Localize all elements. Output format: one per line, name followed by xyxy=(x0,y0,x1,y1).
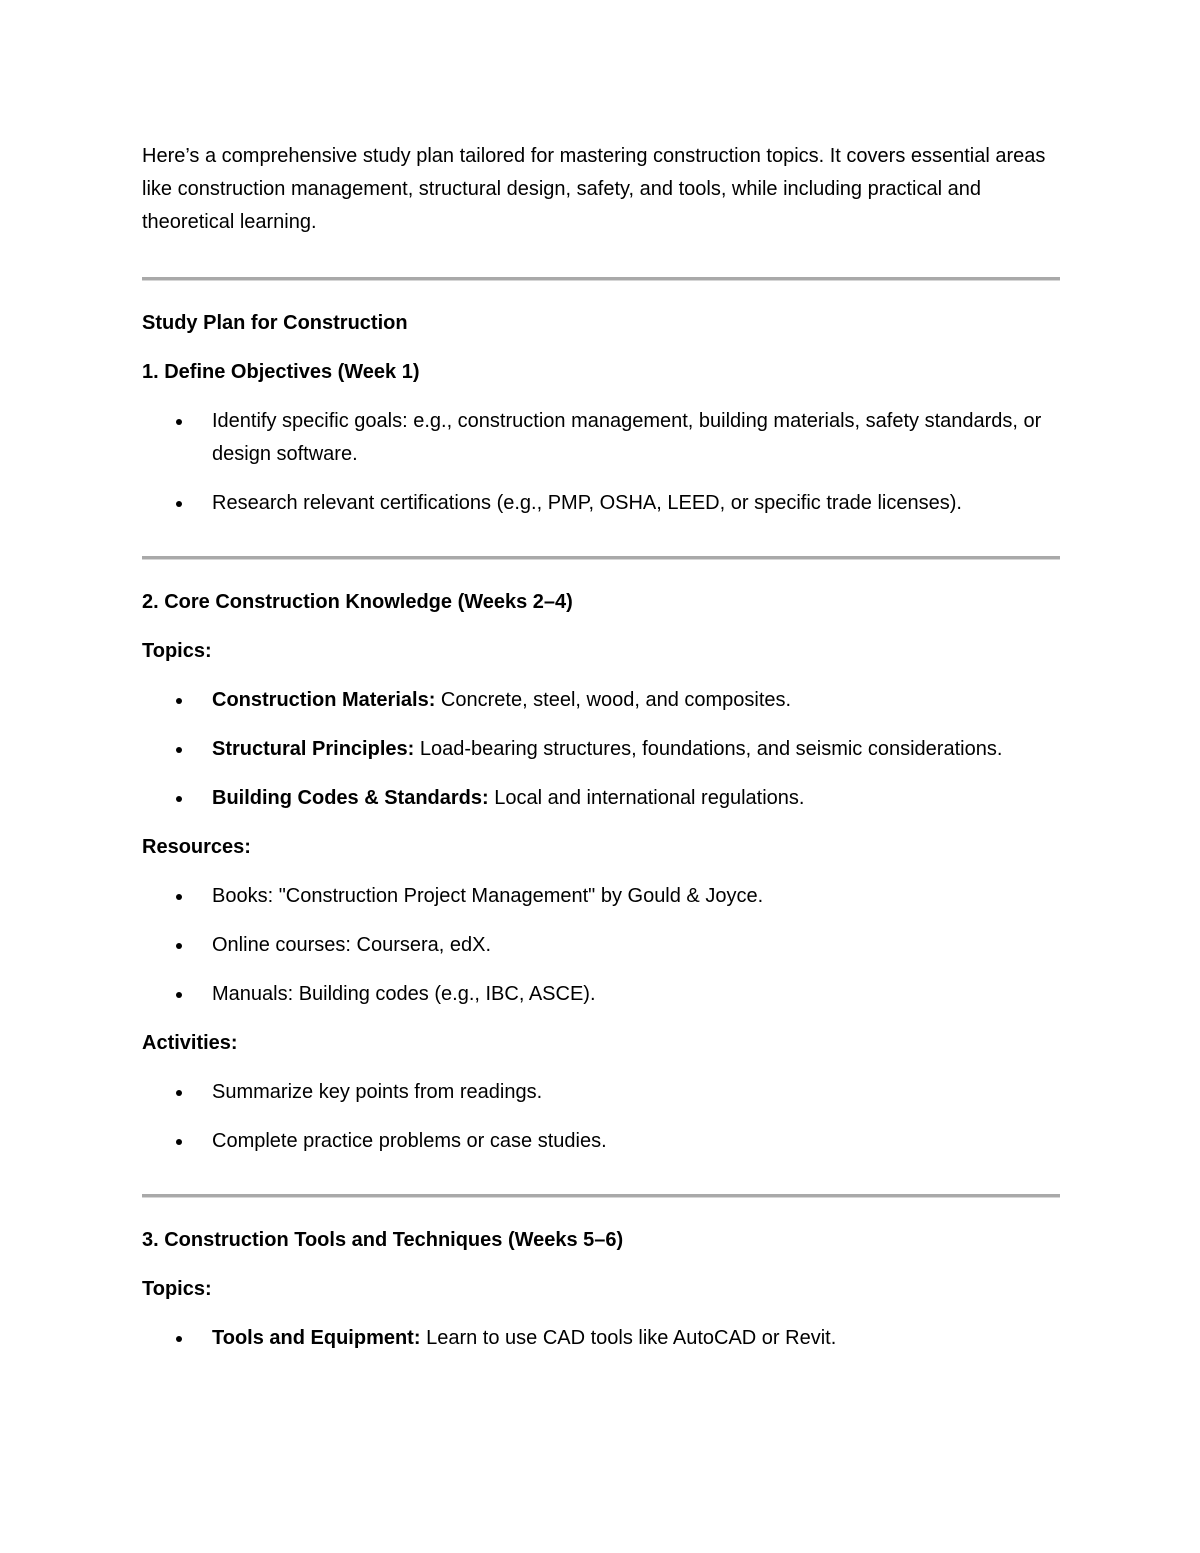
list-item xyxy=(142,978,1060,1011)
list-item-text: Books: "Construction Project Management" by Gould & Joyce. xyxy=(212,885,764,907)
topic-term: Building Codes & Standards: xyxy=(212,787,489,809)
bullet-icon xyxy=(176,1139,182,1145)
list-item xyxy=(142,487,1060,520)
list-item xyxy=(142,880,1060,913)
plan-title: Study Plan for Construction xyxy=(142,312,408,334)
topic-term: Structural Principles: xyxy=(212,738,415,760)
topic-text: Concrete, steel, wood, and composites. xyxy=(435,689,792,711)
list-item xyxy=(142,1125,1060,1158)
topics-label: Topics: xyxy=(142,640,212,662)
topic-text: Learn to use CAD tools like AutoCAD or Revit. xyxy=(420,1327,837,1349)
section-2-topics-list xyxy=(142,684,1060,815)
section-3-heading: 3. Construction Tools and Techniques (Weeks 5–6) xyxy=(142,1229,624,1251)
list-item xyxy=(142,1076,1060,1109)
list-item xyxy=(142,733,1060,766)
section-2-resources-list xyxy=(142,880,1060,1011)
list-item-text: Complete practice problems or case studies. xyxy=(212,1130,607,1152)
bullet-icon xyxy=(176,747,182,753)
bullet-icon xyxy=(176,419,182,425)
bullet-icon xyxy=(176,501,182,507)
topic-text: Load-bearing structures, foundations, and seismic considerations. xyxy=(414,738,1003,760)
topic-term: Tools and Equipment: xyxy=(212,1327,421,1349)
bullet-icon xyxy=(176,943,182,949)
bullet-icon xyxy=(176,992,182,998)
list-item xyxy=(142,405,1060,471)
section-3-topics-list xyxy=(142,1322,1060,1355)
list-item-text: Online courses: Coursera, edX. xyxy=(212,934,492,956)
list-item xyxy=(142,684,1060,717)
bullet-icon xyxy=(176,894,182,900)
bullet-icon xyxy=(176,1336,182,1342)
activities-label: Activities: xyxy=(142,1032,238,1054)
section-1-list xyxy=(142,405,1060,520)
bullet-icon xyxy=(176,698,182,704)
topics-label: Topics: xyxy=(142,1278,212,1300)
section-1-heading: 1. Define Objectives (Week 1) xyxy=(142,361,420,383)
intro-paragraph: Here’s a comprehensive study plan tailored for mastering construction topics. It covers essential areas like construction management, structural design, safety, and tools, while including practical and theoretical learning. xyxy=(142,145,1046,233)
list-item-text: Manuals: Building codes (e.g., IBC, ASCE). xyxy=(212,983,596,1005)
section-2-activities-list xyxy=(142,1076,1060,1158)
section-2-heading: 2. Core Construction Knowledge (Weeks 2–4) xyxy=(142,591,573,613)
list-item xyxy=(142,782,1060,815)
list-item-text: Summarize key points from readings. xyxy=(212,1081,543,1103)
list-item xyxy=(142,1322,1060,1355)
list-item-text: Research relevant certifications (e.g., PMP, OSHA, LEED, or specific trade licenses). xyxy=(212,492,962,514)
topic-text: Local and international regulations. xyxy=(488,787,805,809)
resources-label: Resources: xyxy=(142,836,251,858)
list-item-text: Identify specific goals: e.g., construction management, building materials, safety standards, or design software. xyxy=(212,410,1042,465)
topic-term: Construction Materials: xyxy=(212,689,436,711)
bullet-icon xyxy=(176,796,182,802)
document-page xyxy=(142,140,1060,1355)
list-item xyxy=(142,929,1060,962)
bullet-icon xyxy=(176,1090,182,1096)
